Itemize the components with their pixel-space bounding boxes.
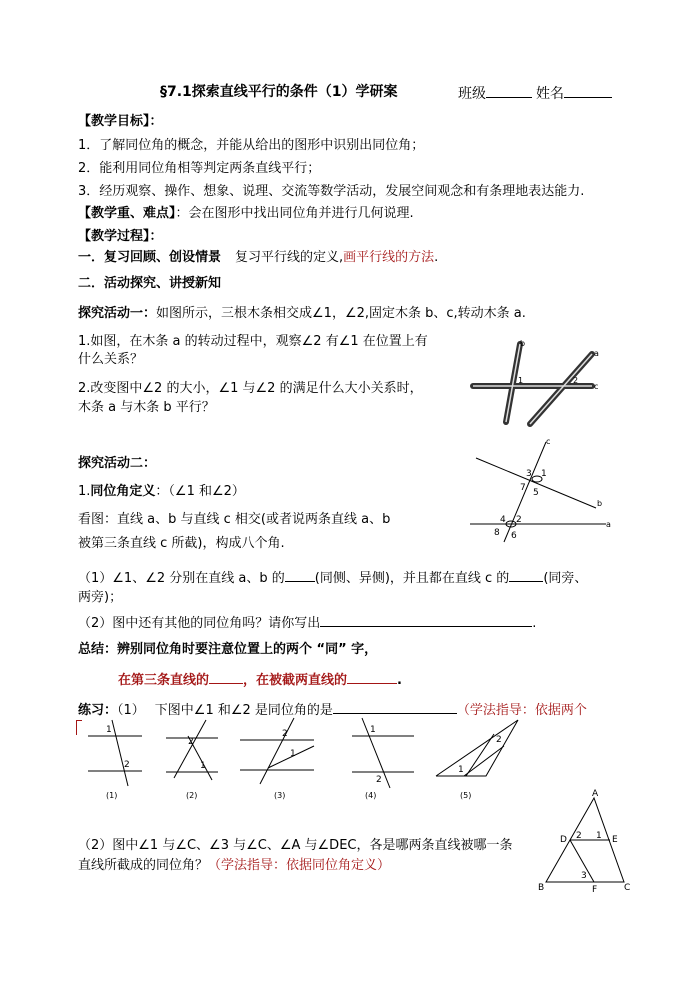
summary-blank-2[interactable] [347, 670, 397, 684]
vertex-c: C [624, 883, 631, 893]
label-b: b [520, 339, 526, 348]
vertex-f: F [592, 885, 598, 895]
vertex-d: D [560, 835, 567, 845]
activity1-q2-line1: 2.改变图中∠2 的大小，∠1 与∠2 的满足什么大小关系时， [78, 381, 423, 396]
fig3-angle-1: 1 [290, 749, 296, 759]
triangle-figure [536, 790, 636, 894]
name-label: 姓名 [536, 86, 564, 102]
activity2-q1-line2: 两旁)； [78, 590, 123, 605]
label-b2: b [597, 499, 603, 508]
practice-label: 练习： [78, 703, 118, 718]
fig2-angle-1: 1 [200, 761, 206, 771]
q2-end: . [532, 616, 537, 631]
fig4-angle-2: 2 [376, 775, 382, 785]
fig4-angle-1: 1 [370, 725, 376, 735]
objective-2: 2．能利用同位角相等判定两条直线平行； [78, 161, 321, 176]
summary-red2: ，在被截两直线的 [243, 673, 348, 688]
practice-figures [80, 716, 530, 802]
objectives-heading: 【教学目标】： [78, 114, 163, 129]
angle-4: 4 [500, 515, 506, 525]
see-line1: 看图：直线 a、b 与直线 c 相交(或者说两条直线 a、b [78, 512, 391, 527]
objective-3: 3．经历观察、操作、想象、说理、交流等数学活动，发展空间观念和有条理地表达能力. [78, 184, 585, 199]
definition-num: 1. [78, 484, 91, 499]
angle-2: 2 [516, 515, 522, 525]
angle-6: 6 [511, 531, 517, 541]
definition-rest: ：（∠1 和∠2） [155, 484, 245, 499]
class-field [458, 84, 612, 102]
angle-1-mark: 1 [596, 831, 602, 841]
label-a2: a [606, 520, 611, 529]
angle-8: 8 [494, 528, 500, 538]
class-label: 班级 [458, 86, 486, 102]
practice-q2-line2 [78, 858, 390, 874]
q2-line2-text: 直线所截成的同位角？ [78, 858, 209, 873]
definition-title: 同位角定义 [90, 484, 156, 499]
vertex-a: A [592, 789, 599, 799]
angle-2-mark: 2 [576, 831, 582, 841]
fig5-angle-2: 2 [496, 735, 502, 745]
label-c: c [594, 382, 599, 391]
wood-sticks-figure [470, 340, 610, 430]
activity1-intro: 如图所示，三根木条相交成∠1，∠2,固定木条 b、c,转动木条 a. [156, 306, 526, 321]
summary-red1: 在第三条直线的 [118, 673, 210, 688]
activity1-q1-line2: 什么关系？ [78, 352, 144, 367]
fig-label-2: (2) [186, 791, 198, 800]
q1-part3: (同旁、 [543, 571, 588, 586]
activity2-label: 探究活动二： [78, 456, 157, 471]
q1-blank-2[interactable] [509, 568, 543, 582]
practice-num: （1） [117, 703, 145, 718]
q1-part1: （1）∠1、∠2 分别在直线 a、b 的 [78, 571, 285, 586]
angle-7: 7 [520, 483, 526, 493]
definition-line [78, 484, 245, 500]
label-c2: c [546, 437, 551, 446]
summary-blank-1[interactable] [209, 670, 243, 684]
key-points-heading: 【教学重、难点】 [78, 206, 176, 221]
practice-q1: 下图中∠1 和∠2 是同位角的是 [154, 703, 333, 718]
fig1-angle-1: 1 [106, 725, 112, 735]
fig1-angle-2: 2 [124, 760, 130, 770]
vertex-b: B [538, 883, 545, 893]
practice-q2-line1: （2）图中∠1 与∠C、∠3 与∠C、∠A 与∠DEC，各是哪两条直线被哪一条 [78, 838, 513, 853]
summary-end: . [397, 673, 402, 688]
angle-5: 5 [533, 488, 539, 498]
section1-end: . [434, 250, 439, 265]
page-title: §7.1探索直线平行的条件（1）学研案 [160, 84, 398, 100]
q2-blank[interactable] [320, 613, 532, 627]
q1-part2: (同侧、异侧)，并且都在直线 c 的 [314, 571, 510, 586]
label-a: a [594, 349, 599, 358]
section1-heading: 一．复习回顾、创设情景 [78, 250, 222, 265]
fig-label-4: (4) [365, 791, 377, 800]
label-1: 1 [518, 376, 524, 385]
activity1-intro-line [78, 306, 526, 322]
summary-text: 总结：辨别同位角时要注意位置上的两个 “同” 字， [78, 642, 378, 657]
label-2: 2 [573, 376, 579, 385]
practice-hint: （学法指导：依据两个 [456, 703, 587, 718]
key-points-text: ：会在图形中找出同位角并进行几何说理. [175, 206, 414, 221]
angle-3-mark: 3 [581, 871, 587, 881]
angle-1: 1 [541, 469, 547, 479]
eight-angles-figure [466, 436, 616, 546]
activity2-q2 [78, 613, 536, 632]
activity1-label: 探究活动一： [78, 306, 157, 321]
section1-red-text: 画平行线的方法 [343, 250, 435, 265]
activity1-q2-line2: 木条 a 与木条 b 平行？ [78, 400, 215, 415]
key-points [78, 206, 414, 222]
vertex-e: E [612, 835, 618, 845]
fig5-angle-1: 1 [458, 765, 464, 775]
section1 [78, 250, 438, 266]
q2-text: （2）图中还有其他的同位角吗？请你写出 [78, 616, 321, 631]
section2-heading: 二．活动探究、讲授新知 [78, 276, 222, 291]
activity1-q1-line1: 1.如图，在木条 a 的转动过程中，观察∠2 有∠1 在位置上有 [78, 334, 428, 349]
name-blank[interactable] [564, 84, 612, 98]
angle-3: 3 [526, 469, 532, 479]
fig2-angle-2: 2 [188, 737, 194, 747]
fig3-angle-2: 2 [282, 729, 288, 739]
class-blank[interactable] [486, 84, 532, 98]
objective-1: 1．了解同位角的概念，并能从给出的图形中识别出同位角； [78, 138, 425, 153]
section1-text: 复习平行线的定义, [235, 250, 344, 265]
process-heading: 【教学过程】： [78, 229, 163, 244]
activity2-q1-line1 [78, 568, 587, 587]
q2-hint: （学法指导：依据同位角定义） [208, 858, 391, 873]
fig-label-1: (1) [106, 791, 118, 800]
summary-red-line [118, 670, 402, 689]
fig-label-5: (5) [460, 791, 472, 800]
practice-q1-blank[interactable] [333, 700, 457, 714]
q1-blank-1[interactable] [285, 568, 315, 582]
fig-label-3: (3) [274, 791, 286, 800]
see-line2: 被第三条直线 c 所截)，构成八个角. [78, 536, 285, 551]
